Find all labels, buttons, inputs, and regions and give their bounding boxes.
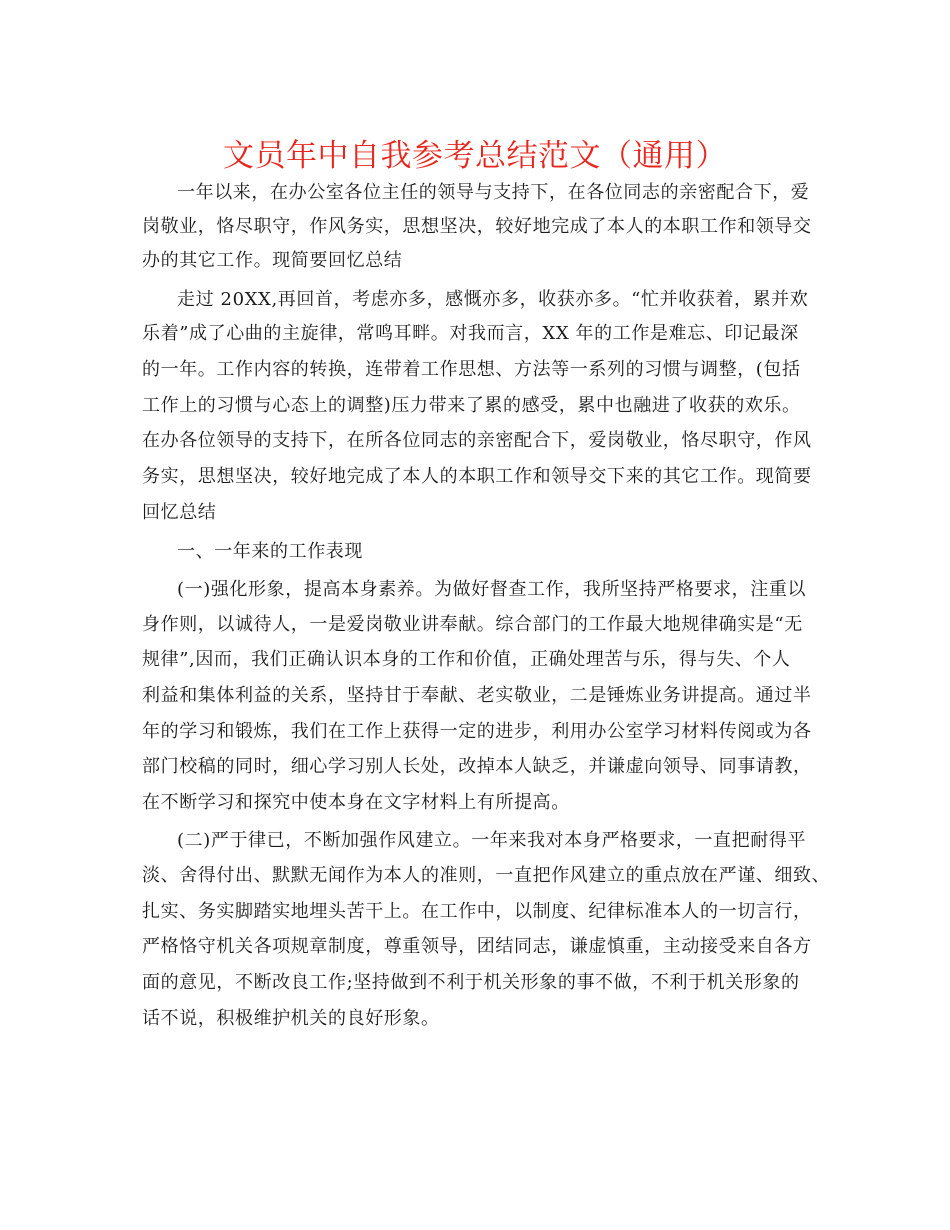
document-title: 文员年中自我参考总结范文（通用） — [223, 138, 727, 174]
paragraph-line: 在办各位领导的支持下，在所各位同志的亲密配合下，爱岗敬业，恪尽职守，作风 — [142, 430, 812, 451]
paragraph-line: 话不说，积极维护机关的良好形象。 — [142, 1008, 440, 1029]
paragraph-line: (二)严于律已，不断加强作风建立。一年来我对本身严格要求，一直把耐得平 — [177, 830, 807, 851]
paragraph-line: 在不断学习和探究中使本身在文字材料上有所提高。 — [142, 792, 570, 813]
paragraph-line: 部门校稿的同时，细心学习别人长处，改掉本人缺乏，并谦虚向领导、同事请教， — [142, 756, 812, 777]
paragraph-line: 严格恪守机关各项规章制度，尊重领导，团结同志，谦虚慎重，主动接受来自各方 — [142, 936, 812, 957]
paragraph-line: 工作上的习惯与心态上的调整)压力带来了累的感受，累中也融进了收获的欢乐。 — [142, 395, 801, 416]
paragraph-line: 利益和集体利益的关系，坚持甘于奉献、老实敬业，二是锤炼业务讲提高。通过半 — [142, 685, 812, 706]
paragraph-line: 乐着”成了心曲的主旋律，常鸣耳畔。对我而言，XX 年的工作是难忘、印记最深 — [142, 323, 799, 344]
paragraph-line: 一年以来，在办公室各位主任的领导与支持下，在各位同志的亲密配合下，爱 — [177, 182, 810, 203]
paragraph-line: 规律”,因而，我们正确认识本身的工作和价值，正确处理苦与乐，得与失、个人 — [142, 649, 791, 670]
paragraph-line: 岗敬业，恪尽职守，作风务实，思想坚决，较好地完成了本人的本职工作和领导交 — [142, 216, 812, 237]
paragraph-line: 走过 20XX,再回首，考虑亦多，感慨亦多，收获亦多。“忙并收获着，累并欢 — [177, 289, 809, 310]
paragraph-line: 务实，思想坚决，较好地完成了本人的本职工作和领导交下来的其它工作。现简要 — [142, 466, 812, 487]
paragraph-line: 扎实、务实脚踏实地埋头苦干上。在工作中，以制度、纪律标准本人的一切言行， — [142, 901, 812, 922]
paragraph-line: 办的其它工作。现简要回忆总结 — [142, 250, 403, 271]
paragraph-line: (一)强化形象，提高本身素养。为做好督查工作，我所坚持严格要求，注重以 — [177, 579, 807, 600]
paragraph-line: 淡、舍得付出、默默无闻作为本人的准则，一直把作风建立的重点放在严谨、细致、 — [142, 865, 831, 886]
paragraph-line: 面的意见，不断改良工作;坚持做到不利于机关形象的事不做，不利于机关形象的 — [142, 972, 800, 993]
paragraph-line: 的一年。工作内容的转换，连带着工作思想、方法等一系列的习惯与调整，(包括 — [142, 359, 801, 380]
paragraph-line: 身作则，以诚待人，一是爱岗敬业讲奉献。综合部门的工作最大地规律确实是“无 — [142, 614, 803, 635]
paragraph-line: 年的学习和锻炼，我们在工作上获得一定的进步，利用办公室学习材料传阅或为各 — [142, 721, 812, 742]
section-heading: 一、一年来的工作表现 — [177, 541, 363, 562]
paragraph-line: 回忆总结 — [142, 502, 217, 523]
